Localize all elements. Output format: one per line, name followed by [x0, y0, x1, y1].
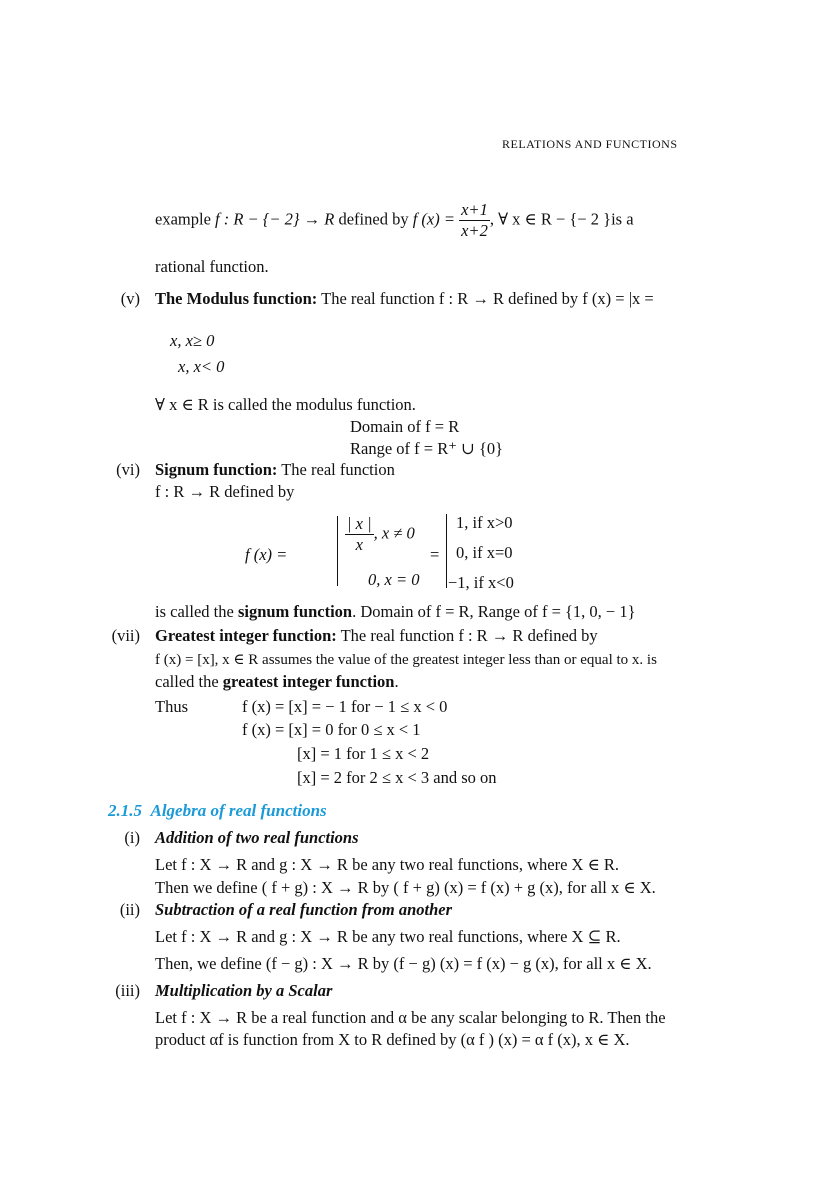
gif-example-4: [x] = 2 for 2 ≤ x < 3 and so on: [297, 768, 497, 787]
scalar-title: Multiplication by a Scalar: [155, 981, 333, 1000]
scalar-line-2: product αf is function from X to R defined by (α f ) (x) = α f (x), x ∈ X.: [155, 1030, 630, 1049]
item-number-vi: (vi): [116, 460, 140, 479]
item-number-i: (i): [124, 828, 140, 847]
gif-thus: Thus: [155, 697, 188, 716]
signum-case-1: 1, if x>0: [456, 513, 513, 532]
item-number-iii: (iii): [115, 981, 140, 1000]
addition-title: Addition of two real functions: [155, 828, 359, 847]
signum-heading-line: Signum function: The real function: [155, 460, 395, 479]
addition-line-1: Let f : X → R and g : X → R be any two real functions, where X ∈ R.: [155, 855, 620, 874]
signum-left-brace: [337, 516, 338, 586]
gif-example-2: f (x) = [x] = 0 for 0 ≤ x < 1: [242, 720, 421, 739]
signum-case-3: −1, if x<0: [448, 573, 514, 592]
subtraction-title: Subtraction of a real function from another: [155, 900, 453, 919]
item-number-v: (v): [120, 289, 140, 308]
addition-line-2: Then we define ( f + g) : X → R by ( f + g) (x) = f (x) + g (x), for all x ∈ X.: [155, 878, 656, 897]
subtraction-line-1: Let f : X → R and g : X → R be any two real functions, where X ⊆ R.: [155, 927, 621, 946]
scalar-line-1: Let f : X → R be a real function and α be any scalar belonging to R. Then the: [155, 1008, 666, 1027]
signum-def: f : R → R defined by: [155, 482, 295, 501]
item-number-ii: (ii): [119, 900, 140, 919]
gif-example-3: [x] = 1 for 1 ≤ x < 2: [297, 744, 430, 763]
modulus-case-1: x, x≥ 0: [170, 331, 215, 350]
modulus-range: Range of f = R⁺ ∪ {0}: [350, 439, 504, 458]
signum-right-brace: [446, 514, 447, 588]
signum-eq: =: [430, 545, 440, 564]
section-heading: 2.1.5 Algebra of real functions: [108, 801, 327, 820]
signum-piece-1: $\frac{| x |}{x}$ , x ≠ 0: [347, 514, 415, 554]
signum-lhs: f (x) =: [245, 545, 288, 564]
gif-line-2: f (x) = [x], x ∈ R assumes the value of the greatest integer less than or equal to x. is: [155, 652, 657, 668]
modulus-domain: Domain of f = R: [350, 417, 460, 436]
gif-line-3: called the greatest integer function.: [155, 672, 399, 691]
rational-example-line: example f : R − {− 2} → R defined by f (x) = $\frac{x+1}{x+2}$ , ∀ x ∈ R − {− 2 }is a: [155, 200, 634, 240]
signum-case-2: 0, if x=0: [456, 543, 513, 562]
rational-fraction: $\frac{x+1}{x+2}$: [461, 200, 488, 240]
running-header: RELATIONS AND FUNCTIONS: [502, 137, 678, 151]
rational-line-2: rational function.: [155, 257, 269, 276]
modulus-case-2: x, x< 0: [178, 357, 225, 376]
modulus-called: ∀ x ∈ R is called the modulus function.: [155, 395, 416, 414]
modulus-heading-line: The Modulus function: The real function f : R → R defined by f (x) = |x =: [155, 289, 654, 308]
signum-piece-2: 0, x = 0: [368, 570, 420, 589]
signum-called: is called the signum function. Domain of f = R, Range of f = {1, 0, − 1}: [155, 602, 636, 621]
item-number-vii: (vii): [111, 626, 140, 645]
gif-example-1: f (x) = [x] = − 1 for − 1 ≤ x < 0: [242, 697, 448, 716]
gif-heading-line: Greatest integer function: The real function f : R → R defined by: [155, 626, 598, 645]
subtraction-line-2: Then, we define (f − g) : X → R by (f − g) (x) = f (x) − g (x), for all x ∈ X.: [155, 954, 652, 973]
